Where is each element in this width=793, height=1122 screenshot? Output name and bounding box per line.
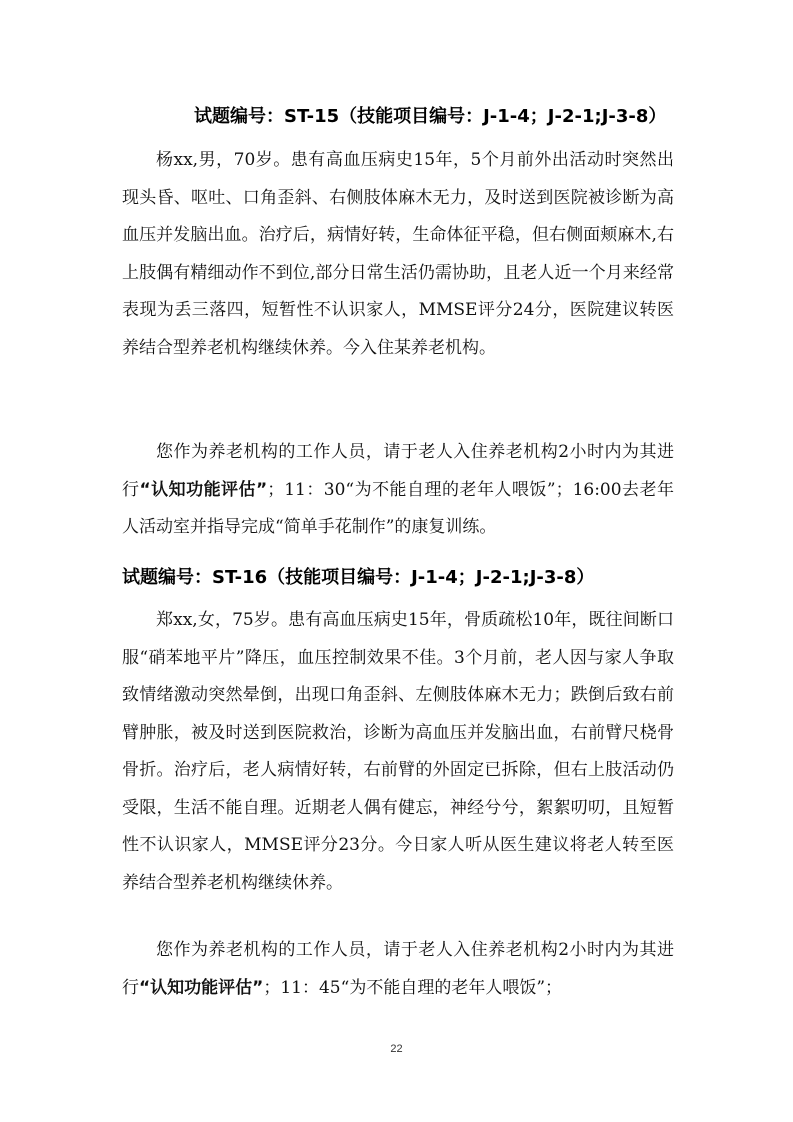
task-emphasis: “认知功能评估” [139, 479, 268, 500]
case-description-st15: 杨xx,男，70岁。患有高血压病史15年，5个月前外出活动时突然出现头昏、呕吐、口角歪斜、右侧肢体麻木无力，及时送到医院被诊断为高血压并发脑出血。治疗后，病情好转，生命体征平稳，但右侧面颊麻木,右上肢偶有精细动作不到位,部分日常生活仍需协助，且老人近一个月来经常表现为丢三落四，短暂性不认识家人，MMSE评分24分，医院建议转医养结合型养老机构继续休养。今入住某养老机构。 [122, 150, 674, 358]
task-description-st15 [122, 434, 674, 547]
task-text-after: ；11：45“为不能自理的老年人喂饭”； [263, 977, 563, 998]
case-description-st16: 郑xx,女，75岁。患有高血压病史15年，骨质疏松10年，既往间断口服“硝苯地平片”降压，血压控制效果不佳。3个月前，老人因与家人争取致情绪激动突然晕倒，出现口角歪斜、左侧肢体麻木无力；跌倒后致右前臂肿胀，被及时送到医院救治，诊断为高血压并发脑出血，右前臂尺桡骨骨折。治疗后，老人病情好转，右前臂的外固定已拆除，但右上肢活动仍受限，生活不能自理。近期老人偶有健忘，神经兮兮，絮絮叨叨，且短暂性不认识家人，MMSE评分23分。今日家人听从医生建议将老人转至医养结合型养老机构继续休养。 [122, 610, 674, 893]
page-number: 22 [390, 1043, 403, 1055]
task-text-after: ；11：30“为不能自理的老年人喂饭”；16:00去老年人活动室并指导完成“简单手花制作”的康复训练。 [122, 479, 674, 537]
section-heading-st15: 试题编号：ST-15（技能项目编号：J-1-4；J-2-1;J-3-8） [194, 106, 667, 127]
task-text-before: 您作为养老机构的工作人员，请于老人入住养老机构2小时内为其进行 [122, 940, 674, 998]
task-description-st16 [122, 932, 674, 1007]
task-text-before: 您作为养老机构的工作人员，请于老人入住养老机构2小时内为其进行 [122, 442, 674, 500]
task-emphasis: “认知功能评估” [139, 977, 264, 998]
section-heading-st16: 试题编号：ST-16（技能项目编号：J-1-4；J-2-1;J-3-8） [122, 567, 595, 588]
